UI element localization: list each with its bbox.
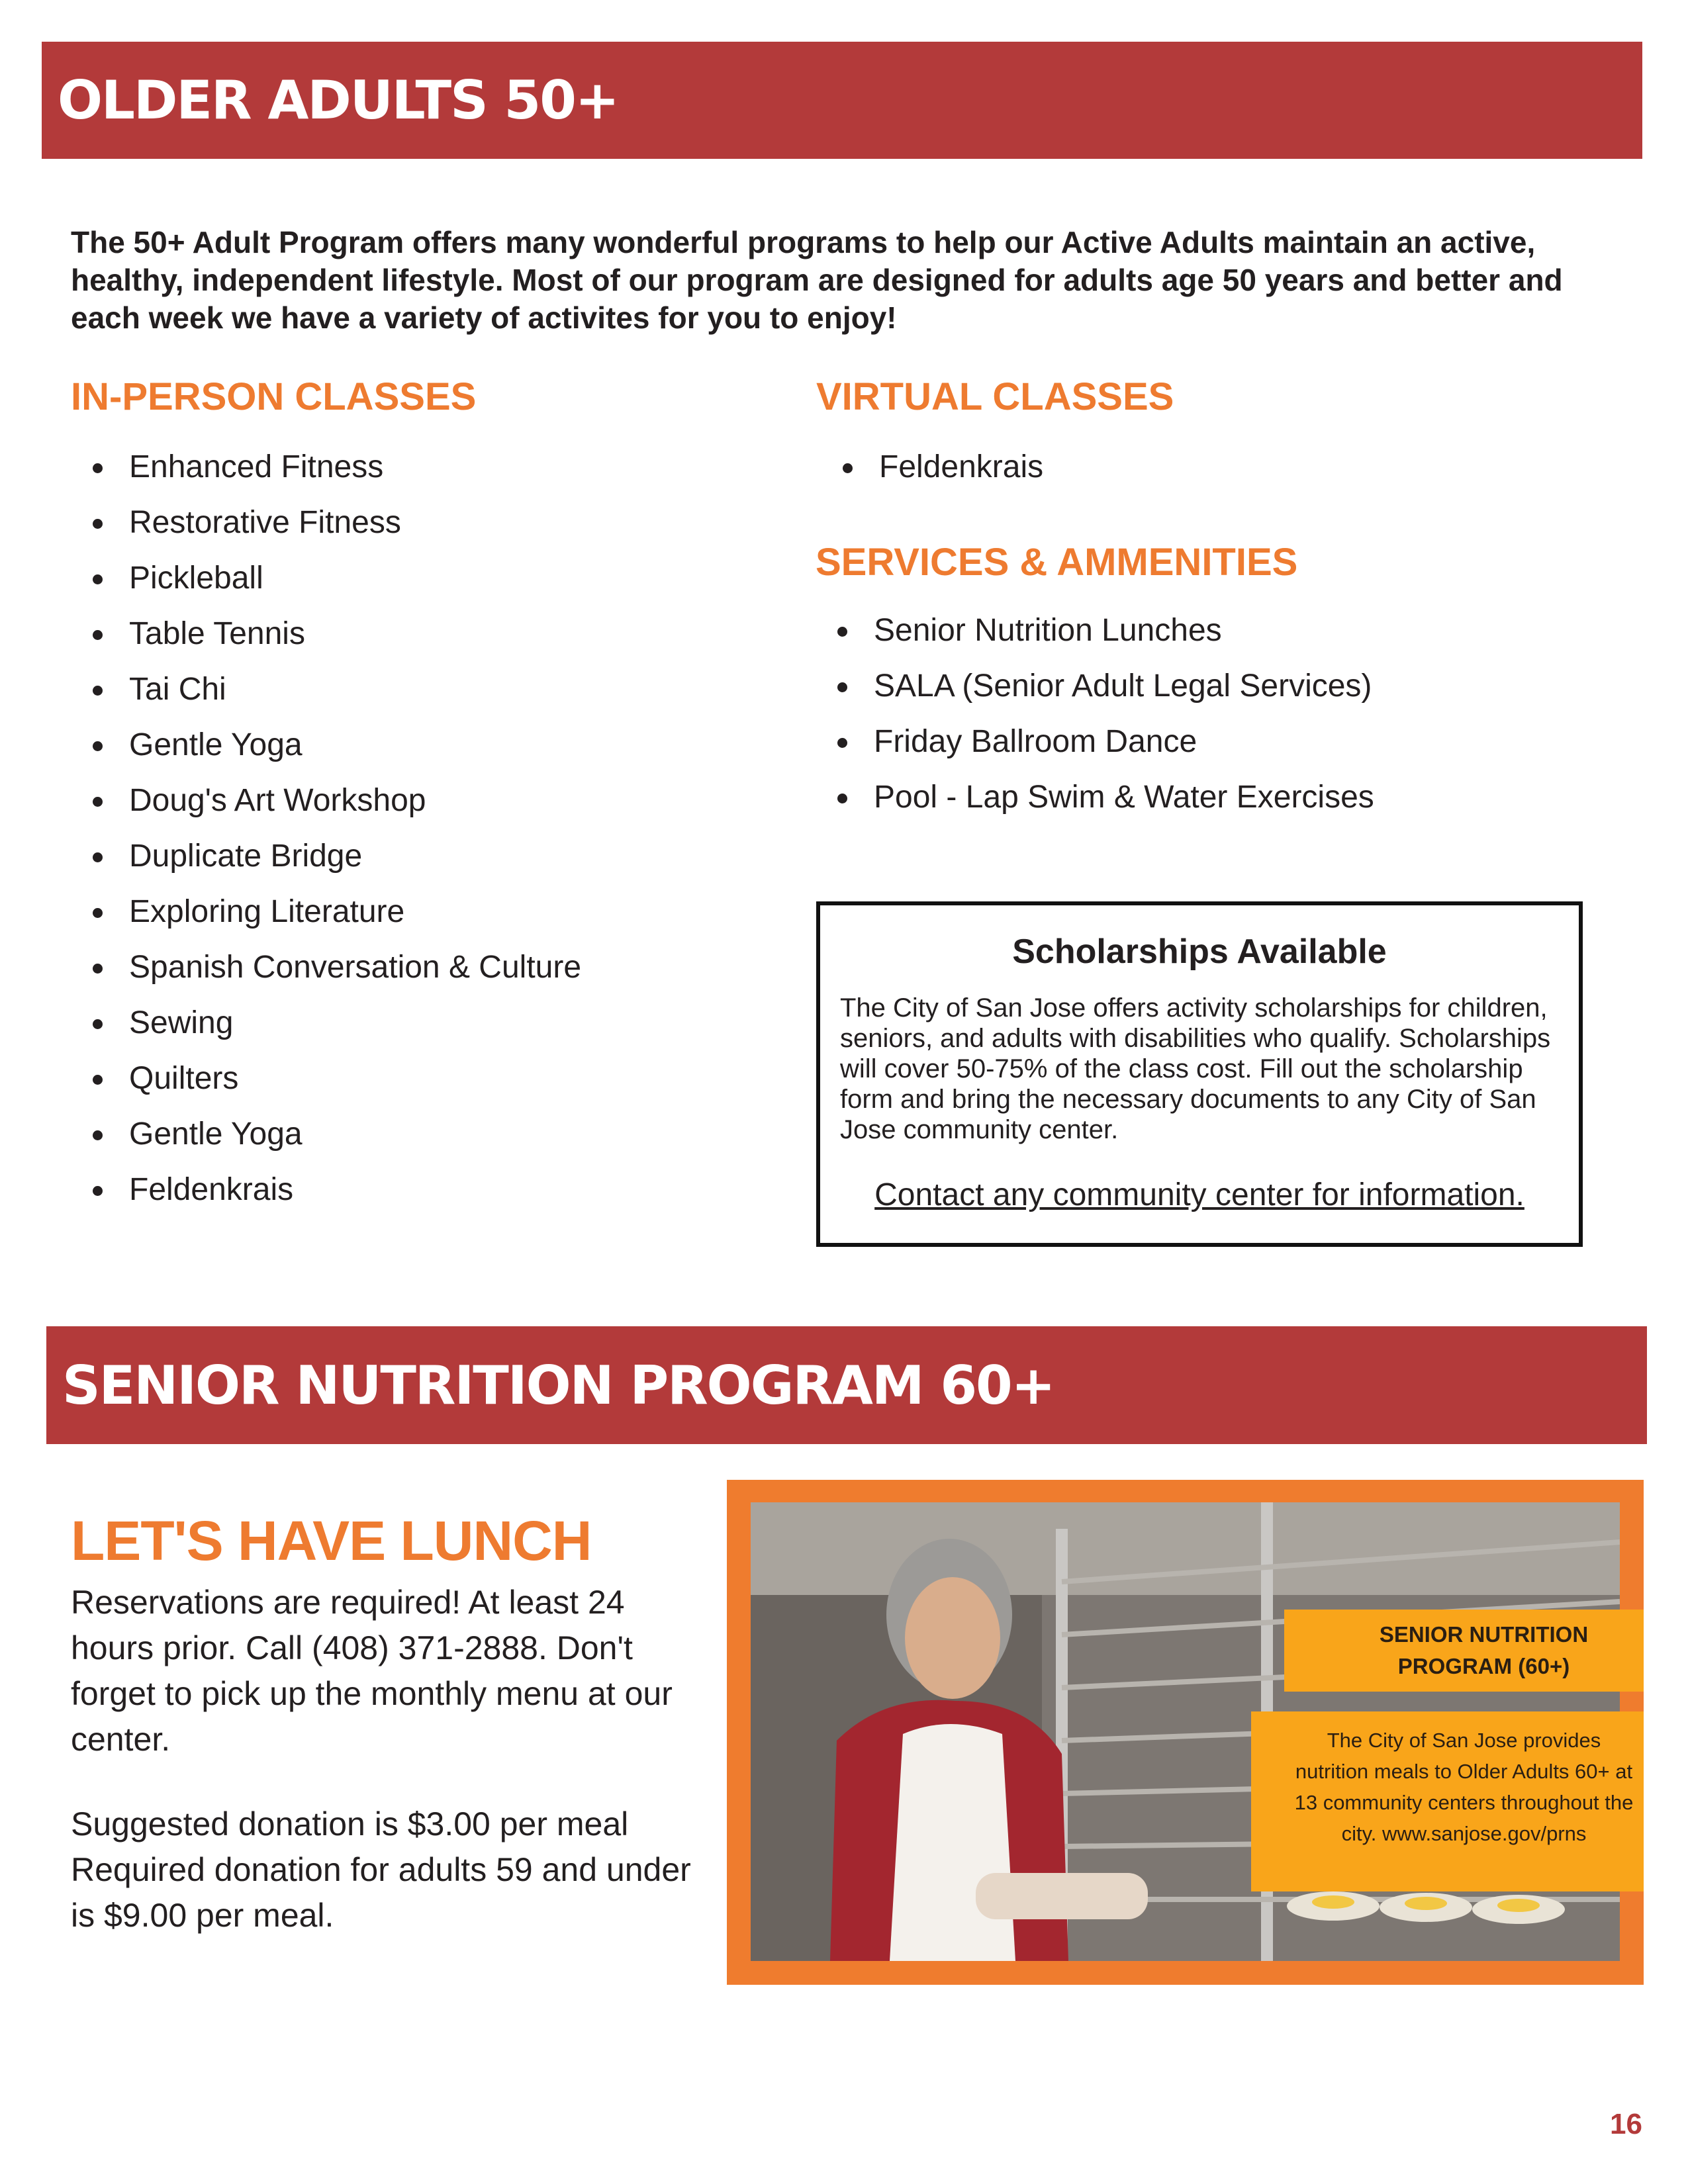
list-item: Quilters [71,1051,581,1107]
program-tag-body: The City of San Jose provides nutrition meals to Older Adults 60+ at 13 community centers throughout the city. www.sanjose.gov/prns [1251,1711,1644,1891]
list-item: Feldenkrais [71,1162,581,1218]
donation-paragraph: Suggested donation is $3.00 per meal Required donation for adults 59 and under is $9.00 per meal. [71,1805,691,1934]
list-item: Feldenkrais [821,439,1043,495]
reservation-paragraph: Reservations are required! At least 24 hours prior. Call (408) 371-2888. Don't forget to pick up the monthly menu at our center. [71,1584,673,1758]
list-item: Exploring Literature [71,884,581,940]
list-item: Table Tennis [71,606,581,662]
list-item: Enhanced Fitness [71,439,581,495]
program-tag-title: SENIOR NUTRITION PROGRAM (60+) [1284,1610,1644,1692]
section-banner-senior-nutrition [46,1326,1647,1444]
list-item: Gentle Yoga [71,1107,581,1162]
lunch-title: LET'S HAVE LUNCH [71,1510,592,1572]
services-heading: SERVICES & AMMENITIES [816,541,1298,584]
services-list [816,603,1374,825]
list-item: Doug's Art Workshop [71,773,581,829]
list-item: Friday Ballroom Dance [816,714,1374,770]
contact-center-link[interactable]: Contact any community center for information. [874,1177,1524,1212]
list-item: Spanish Conversation & Culture [71,940,581,995]
list-item: SALA (Senior Adult Legal Services) [816,659,1374,714]
banner-title: SENIOR NUTRITION PROGRAM 60+ [62,1354,1055,1416]
list-item: Tai Chi [71,662,581,717]
scholarship-body: The City of San Jose offers activity scholarships for children, seniors, and adults with disabilities who qualify. Scholarships will cover 50-75% of the class cost. Fill out the scholarship form and bring the necessary documents to any City of San Jose community center. [840,993,1551,1144]
in-person-list [71,439,581,1218]
intro-paragraph: The 50+ Adult Program offers many wonderful programs to help our Active Adults maintain an active, healthy, independent lifestyle. Most of our program are designed for adults age 50 years and better and each week we have a variety of activites for you to enjoy! [71,225,1563,335]
list-item: Restorative Fitness [71,495,581,551]
list-item: Pool - Lap Swim & Water Exercises [816,770,1374,825]
list-item: Sewing [71,995,581,1051]
page-number: 16 [1610,2108,1642,2140]
virtual-list [821,439,1043,495]
virtual-heading: VIRTUAL CLASSES [816,375,1174,418]
list-item: Gentle Yoga [71,717,581,773]
list-item: Pickleball [71,551,581,606]
banner-title: OLDER ADULTS 50+ [58,69,618,131]
scholarship-box [816,901,1583,1247]
in-person-heading: IN-PERSON CLASSES [71,375,477,418]
list-item: Senior Nutrition Lunches [816,603,1374,659]
scholarship-title: Scholarships Available [1012,933,1387,971]
section-banner-older-adults [42,42,1642,159]
list-item: Duplicate Bridge [71,829,581,884]
